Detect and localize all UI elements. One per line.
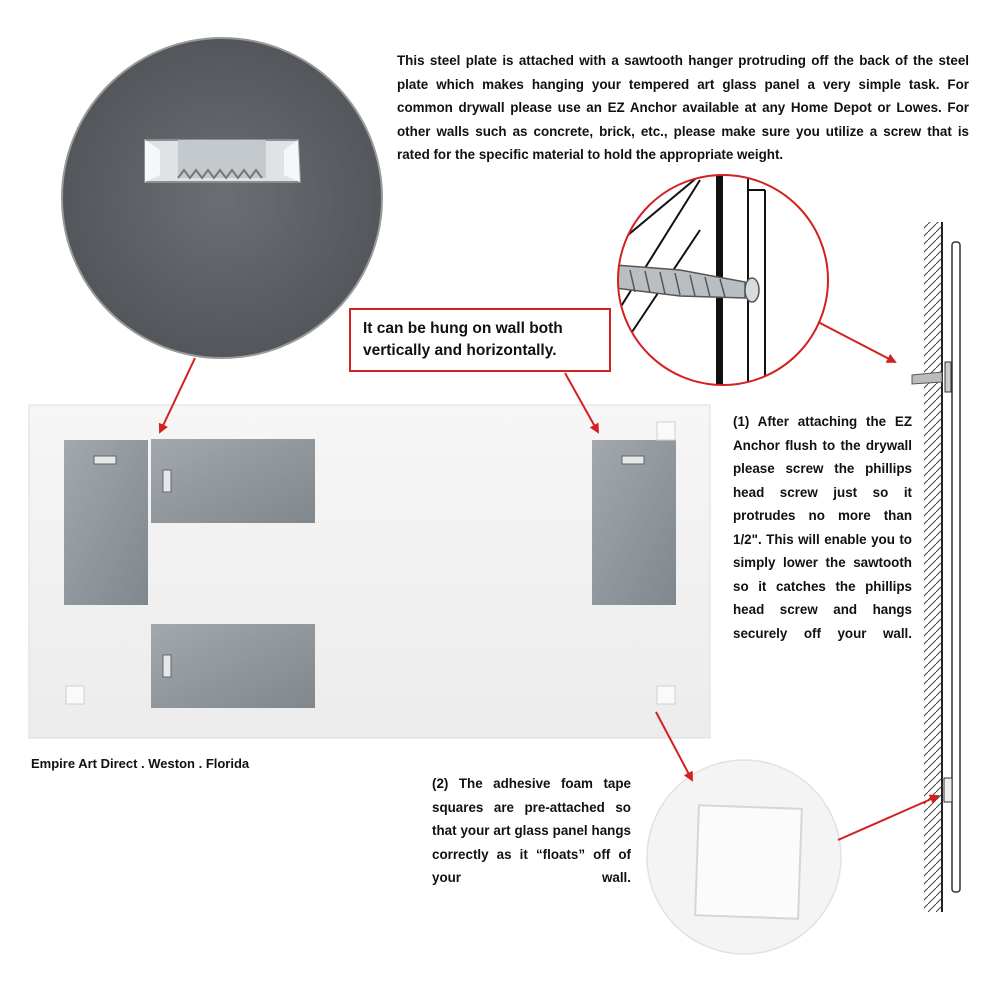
steel-plate-zoom-circle (60, 38, 390, 360)
wall-screw-icon (912, 372, 942, 384)
wall-side-view (912, 222, 960, 912)
ez-anchor-zoom-circle (600, 170, 828, 400)
foam-tape-zoom-circle (647, 760, 841, 954)
company-footer: Empire Art Direct . Weston . Florida (31, 756, 250, 771)
steel-plate-top-horizontal (151, 439, 315, 523)
sawtooth-hanger-icon (145, 140, 300, 182)
steel-plate-left-vertical (64, 440, 148, 605)
intro-description: This steel plate is attached with a sawtooth hanger protruding off the back of the steel plate which makes hanging your tempered art glass panel a very simple task. For common drywall please use an EZ Anchor available at any Home Depot or Lowes. For other walls such as concrete, brick, etc., please make sure you utilize a screw that is rated for the specific material to hold the appropriate weight. (397, 53, 969, 162)
orientation-callout: It can be hung on wall both vertically and horizontally. (349, 308, 611, 372)
steel-plate-bottom-horizontal (151, 624, 315, 708)
steel-plate-right-vertical (592, 440, 676, 605)
art-glass-panel (29, 405, 710, 738)
step-1-instructions: (1) After attaching the EZ Anchor flush to the drywall please screw the phillips head screw just so it protrudes no more than 1/2". This will enable you to simply lower the sawtooth so it catches the phillips head screw and hangs securely off your wall. (733, 414, 912, 641)
step-2-instructions: (2) The adhesive foam tape squares are pre-attached so that your art glass panel hangs correctly as it “floats” off of your wall. (432, 776, 631, 885)
